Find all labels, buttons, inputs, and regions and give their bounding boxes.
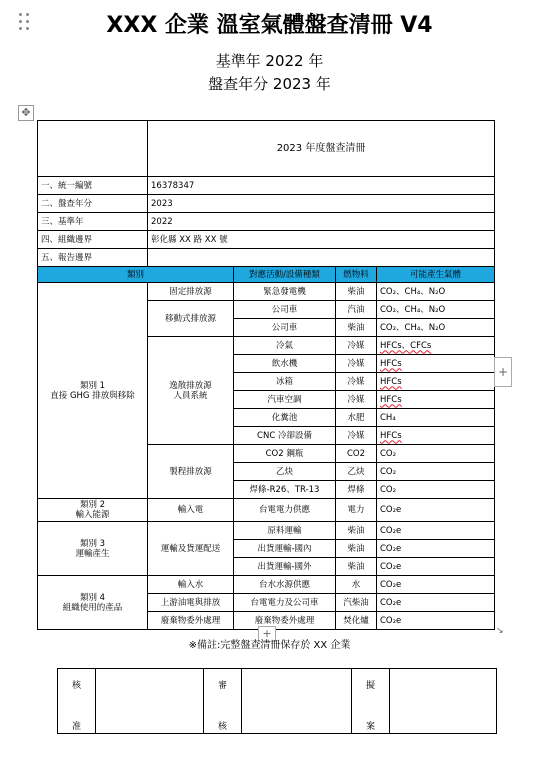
approve-label-top: 核 (71, 681, 81, 691)
document-title: XXX 企業 溫室氣體盤查清冊 V4 (106, 13, 433, 38)
base-year-heading: 基準年 2022 年 (215, 52, 324, 70)
category-4-cell (38, 576, 148, 630)
category-4-label: 類別 4 (79, 592, 106, 603)
draft-label-top: 擬 (365, 681, 375, 691)
category-4-desc: 組織使用的產品 (62, 602, 123, 613)
subcategory-fugitive-line1: 逸散排放源 (169, 380, 212, 391)
gas-text: HFCs (380, 376, 402, 387)
gas-cell: CO₂、CH₄、N₂O (377, 319, 495, 337)
fuel-cell: 焊條 (336, 481, 377, 499)
category-1-label: 類別 1 (79, 380, 106, 391)
activity-cell: 公司車 (234, 301, 336, 319)
fuel-cell: 水 (336, 576, 377, 594)
gas-text: HFCs (380, 358, 402, 369)
category-2-label: 類別 2 (79, 500, 106, 510)
activity-cell: CO2 鋼瓶 (234, 445, 336, 463)
category-2-cell (38, 499, 148, 522)
gas-cell: CO₂e (377, 612, 495, 630)
gas-cell (377, 355, 495, 373)
review-label-bottom: 核 (217, 722, 227, 732)
gas-cell: CO₂ (377, 481, 495, 499)
gas-cell: CO₂、CH₄、N₂O (377, 301, 495, 319)
fuel-cell: 柴油 (336, 522, 377, 540)
activity-cell: 冰箱 (234, 373, 336, 391)
subcategory-waste: 廢棄物委外處理 (148, 612, 234, 630)
gas-cell: CH₄ (377, 409, 495, 427)
table-resize-icon[interactable]: ↘ (496, 626, 504, 636)
approve-signature-field[interactable] (96, 669, 204, 734)
activity-cell: 出貨運輸-國內 (234, 540, 336, 558)
draft-label-bottom: 案 (365, 722, 375, 732)
inventory-table (37, 120, 495, 630)
fuel-cell: CO2 (336, 445, 377, 463)
gas-cell: CO₂e (377, 558, 495, 576)
activity-cell: 台水水源供應 (234, 576, 336, 594)
gas-cell (377, 391, 495, 409)
gas-text: HFCs (380, 394, 402, 405)
activity-cell: 焊條-R26、TR-13 (234, 481, 336, 499)
gas-cell (377, 427, 495, 445)
fuel-cell: 柴油 (336, 319, 377, 337)
activity-cell: 廢棄物委外處理 (234, 612, 336, 630)
category-3-cell (38, 522, 148, 576)
gas-cell: CO₂e (377, 499, 495, 522)
review-signature-field[interactable] (242, 669, 352, 734)
fuel-cell: 柴油 (336, 540, 377, 558)
review-label-cell (204, 669, 242, 734)
info-value: 2023 (148, 195, 495, 213)
gas-cell: CO₂ (377, 463, 495, 481)
info-label: 五、報告邊界 (38, 249, 148, 267)
category-2-desc: 輸入能源 (75, 510, 110, 520)
table-corner-cell (38, 121, 148, 177)
approve-label-bottom: 准 (71, 722, 81, 732)
gas-cell: CO₂e (377, 594, 495, 612)
fuel-cell: 電力 (336, 499, 377, 522)
footnote: ※備註:完整盤查清冊保存於 XX 企業 (188, 640, 351, 651)
add-column-button[interactable]: + (494, 357, 512, 387)
gas-cell: CO₂e (377, 522, 495, 540)
fuel-cell: 冷媒 (336, 355, 377, 373)
fuel-cell: 冷媒 (336, 427, 377, 445)
table-move-icon[interactable]: ✥ (18, 105, 34, 121)
activity-cell: CNC 冷卻設備 (234, 427, 336, 445)
activity-cell: 台電電力供應 (234, 499, 336, 522)
fuel-cell: 乙炔 (336, 463, 377, 481)
info-label: 一、統一編號 (38, 177, 148, 195)
fuel-cell: 焚化爐 (336, 612, 377, 630)
fuel-cell: 柴油 (336, 558, 377, 576)
subcategory-mobile: 移動式排放源 (148, 301, 234, 337)
activity-cell: 冷氣 (234, 337, 336, 355)
fuel-cell: 水肥 (336, 409, 377, 427)
subcategory-upstream: 上游油電與排放 (148, 594, 234, 612)
approve-label-cell (58, 669, 96, 734)
info-label: 三、基準年 (38, 213, 148, 231)
fuel-cell: 汽柴油 (336, 594, 377, 612)
activity-cell: 公司車 (234, 319, 336, 337)
info-value: 彰化縣 XX 路 XX 號 (148, 231, 495, 249)
subcategory-fugitive-line2: 人員系統 (173, 390, 208, 401)
subcategory-transport: 運輸及貨運配送 (148, 522, 234, 576)
info-value: 16378347 (148, 177, 495, 195)
subcategory-fugitive (148, 337, 234, 445)
category-1-cell (38, 283, 148, 499)
header-gas: 可能產生氣體 (377, 267, 495, 283)
info-value: 2022 (148, 213, 495, 231)
activity-cell: 化糞池 (234, 409, 336, 427)
activity-cell: 出貨運輸-國外 (234, 558, 336, 576)
header-category: 類別 (38, 267, 234, 283)
header-activity: 對應活動/設備種類 (234, 267, 336, 283)
activity-cell: 飲水機 (234, 355, 336, 373)
fuel-cell: 冷媒 (336, 373, 377, 391)
gas-text: HFCs (380, 430, 402, 441)
table-top-title: 2023 年度盤查清冊 (148, 121, 495, 177)
subcategory-fixed: 固定排放源 (148, 283, 234, 301)
gas-cell: CO₂e (377, 540, 495, 558)
subcategory-power: 輸入電 (148, 499, 234, 522)
category-1-desc: 直接 GHG 排放與移除 (50, 390, 135, 401)
activity-cell: 原料運輸 (234, 522, 336, 540)
gas-cell: CO₂e (377, 576, 495, 594)
gas-cell: CO₂、CH₄、N₂O (377, 283, 495, 301)
activity-cell: 乙炔 (234, 463, 336, 481)
fuel-cell: 冷媒 (336, 337, 377, 355)
signature-table (57, 668, 497, 734)
info-value (148, 249, 495, 267)
draft-label-cell (352, 669, 390, 734)
gas-text: HFCs、CFCs (380, 340, 432, 351)
category-3-label: 類別 3 (79, 538, 106, 549)
activity-cell: 台電電力及公司車 (234, 594, 336, 612)
fuel-cell: 冷媒 (336, 391, 377, 409)
activity-cell: 汽車空調 (234, 391, 336, 409)
header-fuel: 燃物料 (336, 267, 377, 283)
gas-cell (377, 337, 495, 355)
category-3-desc: 運輸產生 (75, 548, 110, 559)
gas-cell (377, 373, 495, 391)
inventory-year-heading: 盤查年分 2023 年 (208, 75, 331, 93)
add-row-button[interactable]: + (258, 626, 276, 642)
gas-cell: CO₂ (377, 445, 495, 463)
info-label: 二、盤查年分 (38, 195, 148, 213)
fuel-cell: 汽油 (336, 301, 377, 319)
draft-signature-field[interactable] (390, 669, 497, 734)
info-label: 四、組織邊界 (38, 231, 148, 249)
review-label-top: 審 (217, 681, 227, 691)
subcategory-process: 製程排放源 (148, 445, 234, 499)
activity-cell: 緊急發電機 (234, 283, 336, 301)
fuel-cell: 柴油 (336, 283, 377, 301)
subcategory-water: 輸入水 (148, 576, 234, 594)
